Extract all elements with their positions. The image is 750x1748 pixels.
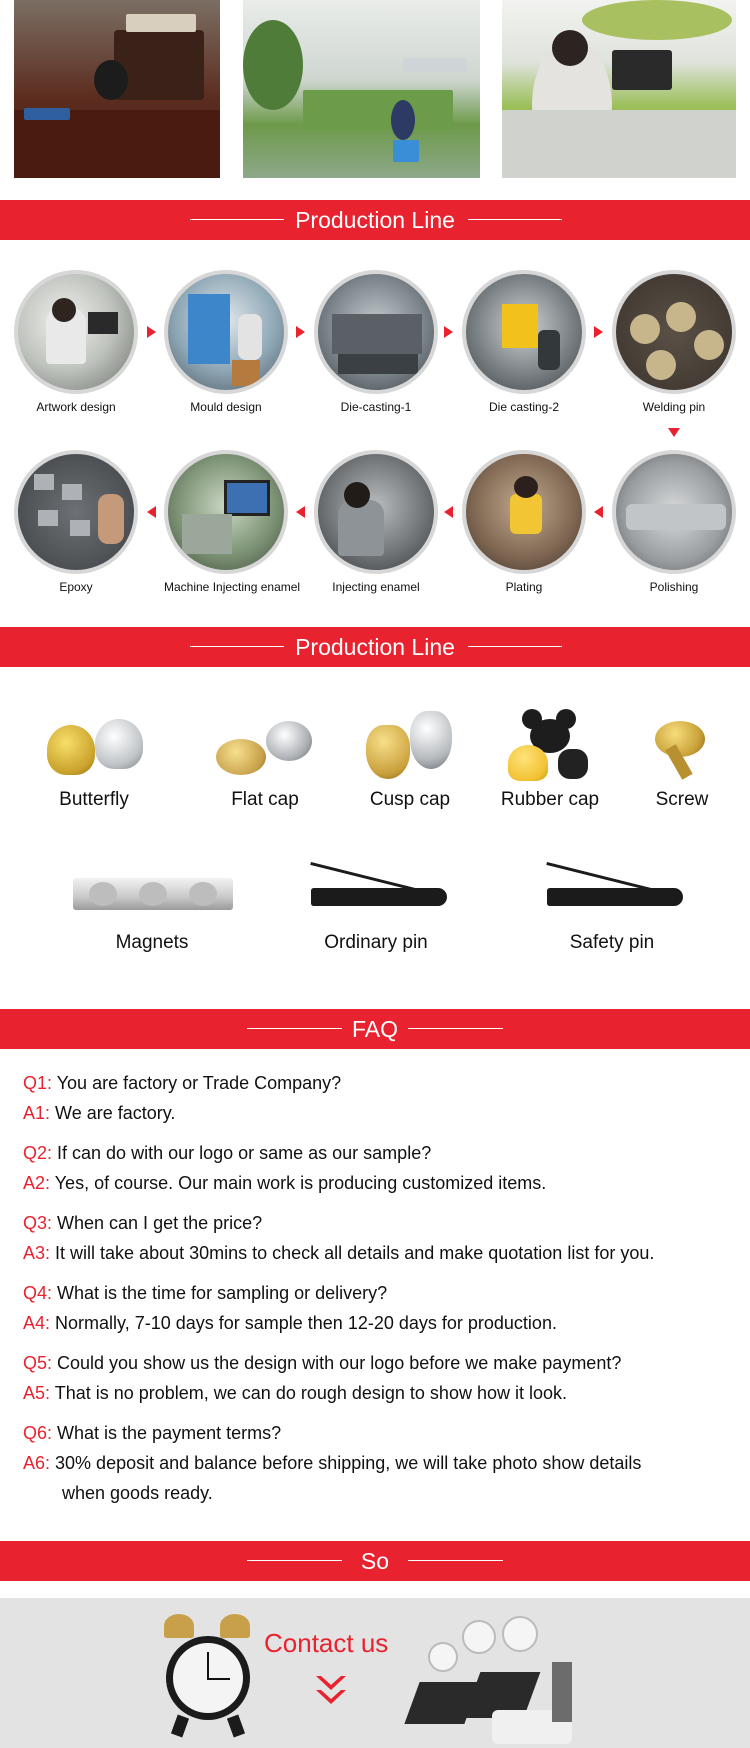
step-polishing [612,450,736,594]
flow-arrow-left [594,506,603,518]
section-banner-production-line [0,200,750,240]
answer-key: A6: [23,1453,51,1473]
step-photo [612,450,736,574]
question-text: You are factory or Trade Company? [52,1073,342,1093]
step-injecting-enamel [314,450,438,594]
question-text: When can I get the price? [52,1213,263,1233]
accessory-safety-pin [527,858,697,954]
rubber-cap-clutch-image [500,705,600,789]
step-die-casting-1 [314,270,438,414]
step-photo [612,270,736,394]
step-photo [164,450,288,574]
faq-item-1 [23,1068,733,1128]
faq-question [23,1138,733,1168]
question-key: Q1: [23,1073,53,1093]
flow-arrow-right [594,326,603,338]
step-label: Die casting-2 [488,400,560,414]
step-photo [314,270,438,394]
banner-divider-right [468,219,562,220]
flow-arrow-left [444,506,453,518]
ordinary-pin-image [301,858,451,932]
question-key: Q4: [23,1283,53,1303]
step-label: Plating [505,580,543,594]
step-plating [462,450,586,594]
step-photo [462,450,586,574]
question-key: Q3: [23,1213,53,1233]
step-photo [14,450,138,574]
faq-answer [23,1448,733,1478]
answer-text: That is no problem, we can do rough design to show how it look. [50,1383,567,1403]
question-key: Q6: [23,1423,53,1443]
step-epoxy [14,450,138,594]
faq-answer [23,1238,733,1268]
question-text: Could you show us the design with our logo before we make payment? [52,1353,622,1373]
faq-item-3 [23,1208,733,1268]
answer-text: It will take about 30mins to check all details and make quotation list for you. [50,1243,655,1263]
accessory-butterfly [34,705,154,811]
step-photo [314,450,438,574]
faq-item-5 [23,1348,733,1408]
cusp-cap-clutch-image [360,705,460,789]
step-label: Epoxy [59,580,93,594]
screw-clutch-image [647,705,717,789]
accessory-ordinary-pin [296,858,456,954]
banner-title: Production Line [295,207,455,233]
banner-divider-right [408,1028,503,1029]
faq-answer [23,1098,733,1128]
accessory-label: Rubber cap [500,789,600,810]
accessory-label: Screw [655,789,709,810]
answer-key: A3: [23,1243,51,1263]
magnets-image [67,862,237,932]
flow-arrow-right [444,326,453,338]
accessory-magnets [62,862,242,954]
answer-key: A2: [23,1173,51,1193]
question-text: If can do with our logo or same as our sample? [52,1143,432,1163]
flow-arrow-right [296,326,305,338]
section-banner-so [0,1541,750,1581]
accessory-rubber-cap [490,705,610,811]
faq-answer-continued: when goods ready. [62,1483,213,1503]
flow-arrow-down [668,428,680,437]
step-label: Injecting enamel [332,580,420,594]
flow-arrow-left [147,506,156,518]
faq-item-6 [23,1418,733,1508]
flat-cap-clutch-image [210,705,320,789]
question-key: Q5: [23,1353,53,1373]
flow-arrow-right [147,326,156,338]
step-label: Welding pin [642,400,706,414]
step-photo [14,270,138,394]
banner-divider-right [408,1560,503,1561]
step-machine-injecting-enamel [164,450,301,594]
answer-key: A5: [23,1383,51,1403]
faq-question [23,1418,733,1448]
step-label: Polishing [649,580,699,594]
section-banner-accessories [0,627,750,667]
answer-text: Yes, of course. Our main work is producing customized items. [50,1173,547,1193]
faq-question [23,1208,733,1238]
office-photo-designer [502,0,736,178]
accessory-label: Cusp cap [369,789,451,810]
flow-arrow-left [296,506,305,518]
step-label: Mould design [190,400,262,414]
banner-divider-right [468,646,562,647]
office-photo-reception [14,0,220,178]
section-banner-faq [0,1009,750,1049]
faq-question [23,1278,733,1308]
office-photos [0,0,750,180]
answer-key: A4: [23,1313,51,1333]
step-label: Artwork design [36,400,116,414]
alarm-clock-icon [160,1610,256,1748]
step-welding-pin [612,270,736,414]
answer-text: 30% deposit and balance before shipping, we will take photo show details [50,1453,642,1473]
banner-title: So [360,1548,390,1574]
step-photo [164,270,288,394]
step-photo [462,270,586,394]
accessory-label: Butterfly [59,789,129,810]
faq-question [23,1348,733,1378]
faq-answer [23,1168,733,1198]
customer-service-illustration [392,1612,576,1748]
accessory-label: Safety pin [569,932,655,953]
chevron-down-icon [316,1676,346,1712]
accessory-label: Magnets [115,932,189,953]
faq-answer [23,1308,733,1338]
accessory-label: Ordinary pin [324,932,428,953]
accessory-screw [632,705,732,811]
answer-text: We are factory. [50,1103,176,1123]
faq-answer [23,1378,733,1408]
step-die-casting-2 [462,270,586,414]
step-label: Die-casting-1 [340,400,412,414]
answer-key: A1: [23,1103,51,1123]
accessory-flat-cap [200,705,330,811]
safety-pin-image [537,858,687,932]
step-artwork-design [14,270,138,414]
banner-title: Production Line [295,634,455,660]
step-label: Machine Injecting enamel [164,580,301,594]
banner-title: FAQ [351,1016,398,1042]
faq-item-4 [23,1278,733,1338]
faq-question [23,1068,733,1098]
contact-title[interactable]: Contact us [264,1628,389,1658]
question-key: Q2: [23,1143,53,1163]
step-mould-design [164,270,288,414]
office-photo-workspace [243,0,480,178]
contact-section [0,1598,750,1748]
faq-item-2 [23,1138,733,1198]
accessory-cusp-cap [350,705,470,811]
question-text: What is the payment terms? [52,1423,282,1443]
butterfly-clutch-image [39,705,149,789]
answer-text: Normally, 7-10 days for sample then 12-20 days for production. [50,1313,557,1333]
accessory-label: Flat cap [231,789,299,810]
question-text: What is the time for sampling or delivery? [52,1283,388,1303]
